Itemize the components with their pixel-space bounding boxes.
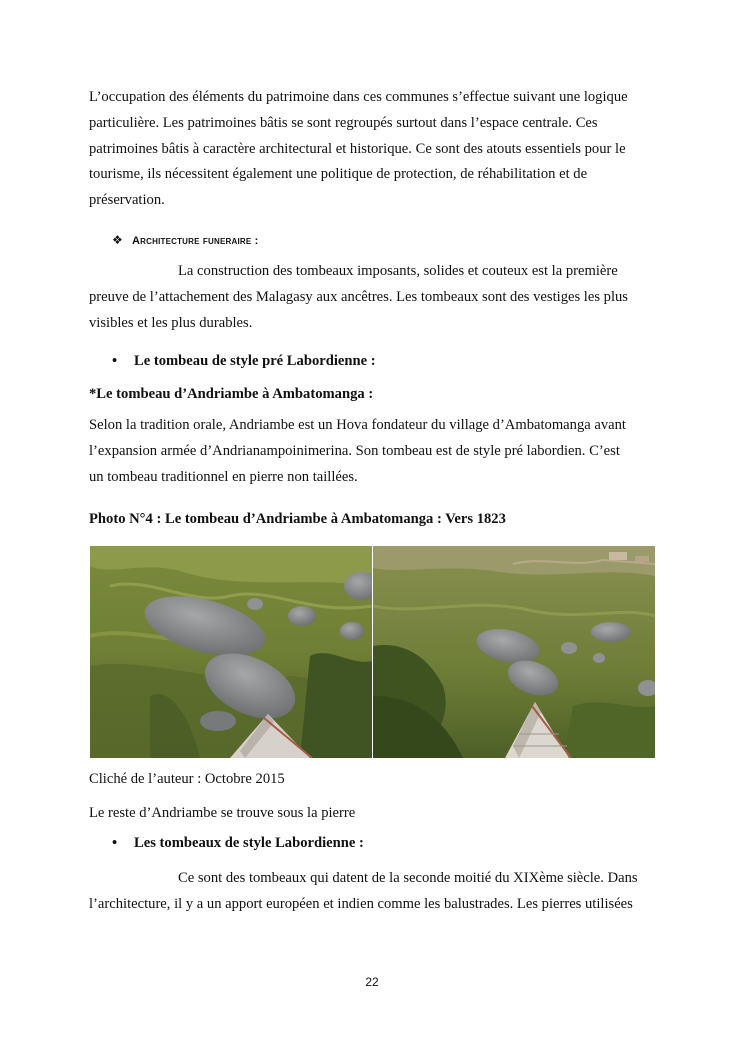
bullet-labordienne xyxy=(112,835,364,852)
photo-note xyxy=(89,801,655,827)
credit-text: Cliché de l’auteur : Octobre 2015 xyxy=(89,771,285,787)
text-line: particulière. Les patrimoines bâtis se sont regroupés surtout dans l’espace centrale. Ces xyxy=(89,114,598,131)
section-heading-text: Architecture funeraire : xyxy=(132,235,259,247)
paragraph-andriambe xyxy=(89,413,655,490)
text-line: Selon la tradition orale, Andriambe est un Hova fondateur du village d’Ambatomanga avant xyxy=(89,417,626,433)
note-text: Le reste d’Andriambe se trouve sous la pierre xyxy=(89,805,356,821)
photo-credit xyxy=(89,767,655,793)
bullet-pre-labordienne xyxy=(112,353,376,370)
photo-right-tomb-hillside xyxy=(373,546,655,758)
bullet-text: Le tombeau de style pré Labordienne : xyxy=(134,353,376,369)
subheading-text: *Le tombeau d’Andriambe à Ambatomanga : xyxy=(89,386,374,402)
text-line: un tombeau traditionnel en pierre non taillées. xyxy=(89,468,358,485)
paragraph-tombs-intro xyxy=(89,259,655,336)
photo-caption-title xyxy=(89,507,655,533)
bullet-text: Les tombeaux de style Labordienne : xyxy=(134,835,364,851)
caption-text: Photo N°4 : Le tombeau d’Andriambe à Ambatomanga : Vers 1823 xyxy=(89,511,506,527)
photo-left-image xyxy=(90,546,372,758)
text-line: tourisme, ils nécessitent également une politique de protection, de réhabilitation et de xyxy=(89,166,588,183)
text-line: l’architecture, il y a un apport européen et indien comme les balustrades. Les pierres utilisées xyxy=(89,895,633,912)
section-heading xyxy=(112,233,259,247)
text-line: Ce sont des tombeaux qui datent de la seconde moitié du XIXème siècle. Dans xyxy=(178,870,638,886)
subheading-andriambe xyxy=(89,382,655,408)
bullet-dot-icon: • xyxy=(112,353,118,369)
text-line: patrimoines bâtis à caractère architectural et historique. Ce sont des atouts essentiels pour le xyxy=(89,140,626,157)
paragraph-heritage-occupation xyxy=(89,85,655,214)
bullet-dot-icon: • xyxy=(112,835,118,851)
page-number: 22 xyxy=(365,975,379,989)
paragraph-labordienne xyxy=(89,866,655,918)
photo-left-tomb-rocks xyxy=(90,546,372,758)
text-line: L’occupation des éléments du patrimoine dans ces communes s’effectue suivant une logique xyxy=(89,89,628,105)
text-line: l’expansion armée d’Andrianampoinimerina. Son tombeau est de style pré labordien. C’est xyxy=(89,442,620,459)
text-line: La construction des tombeaux imposants, solides et couteux est la première xyxy=(178,263,618,279)
text-line: preuve de l’attachement des Malagasy aux ancêtres. Les tombeaux sont des vestiges les plus xyxy=(89,288,628,305)
text-line: visibles et les plus durables. xyxy=(89,314,253,331)
diamond-bullet-icon: ❖ xyxy=(112,233,123,247)
photo-right-image xyxy=(373,546,655,758)
text-line: préservation. xyxy=(89,192,165,209)
